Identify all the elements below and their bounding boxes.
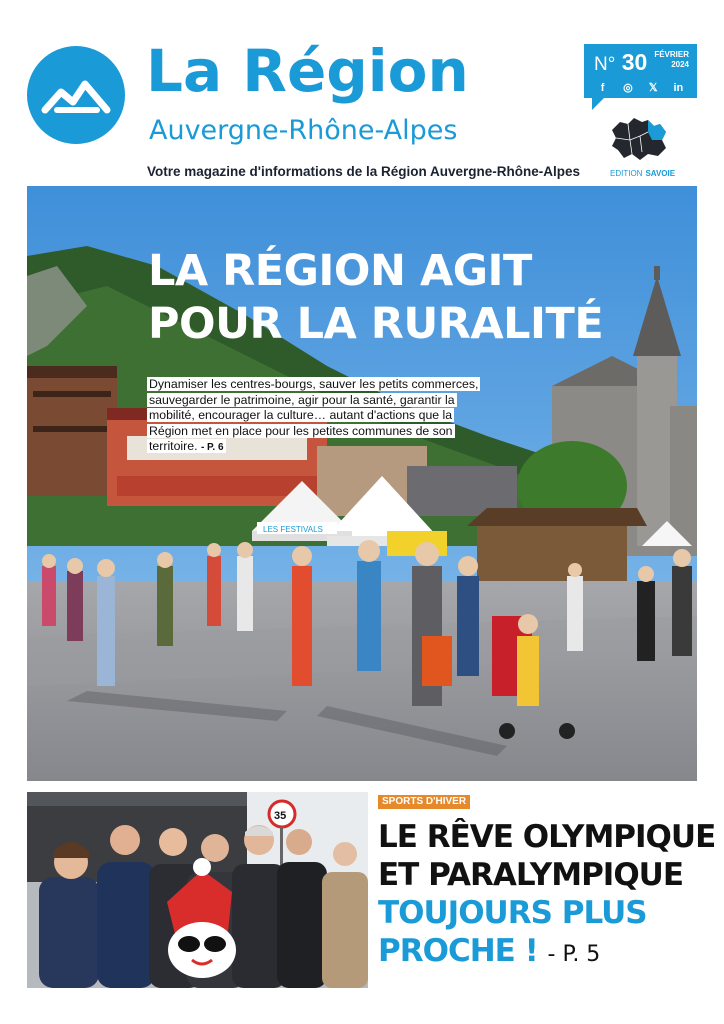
issue-date (654, 50, 689, 70)
savoie-map-icon (608, 112, 672, 164)
facebook-icon[interactable]: f (600, 82, 605, 94)
social-links (584, 80, 697, 96)
article-title-line4-text: PROCHE ! (378, 933, 538, 969)
issue-number-value: 30 (621, 49, 648, 75)
edition-label (610, 169, 675, 179)
region-logo (27, 46, 125, 144)
speed-sign-text: 35 (274, 810, 287, 822)
article-title[interactable] (378, 818, 715, 974)
linkedin-icon[interactable]: in (673, 82, 684, 94)
region-name: Auvergne-Rhône-Alpes (149, 115, 458, 146)
olympic-photo (27, 792, 368, 988)
article-page-ref[interactable]: - P. 5 (547, 942, 601, 967)
issue-number (594, 47, 647, 80)
cover-lead-text: Dynamiser les centres-bourgs, sauver les petits commerces, sauvegarder le patrimoine, agir pour la santé, garantir la mobilité, encourager la culture… autant d'actions que la Région met en place pour les petites communes de son territoire. (149, 377, 479, 453)
cover-lead (147, 377, 487, 456)
festivals-banner-text: LES FESTIVALS (263, 525, 323, 534)
x-twitter-icon[interactable]: 𝕏 (648, 82, 658, 94)
issue-box-tail (592, 98, 604, 110)
edition-name: SAVOIE (645, 169, 676, 178)
issue-month: FÉVRIER (654, 50, 689, 59)
article-title-line2: ET PARALYMPIQUE (378, 857, 684, 893)
mountain-logo-icon (27, 46, 125, 144)
issue-number-prefix: N° (594, 54, 616, 75)
instagram-icon[interactable]: ◎ (623, 82, 633, 94)
edition-prefix: EDITION (610, 169, 643, 178)
section-badge: SPORTS D'HIVER (378, 795, 470, 809)
magazine-tagline: Votre magazine d'informations de la Région Auvergne-Rhône-Alpes (147, 164, 581, 179)
article-title-line1: LE RÊVE OLYMPIQUE (378, 819, 716, 855)
article-title-line3: TOUJOURS PLUS (378, 895, 647, 931)
article-title-line4 (378, 932, 715, 974)
cover-headline (148, 245, 603, 351)
cover-headline-line2: POUR LA RURALITÉ (148, 299, 604, 349)
cover-headline-line1: LA RÉGION AGIT (148, 246, 532, 296)
issue-box (584, 44, 697, 98)
issue-year: 2024 (671, 60, 689, 69)
officials-group-illustration (27, 792, 368, 988)
magazine-title: La Région (146, 37, 469, 105)
cover-page-ref[interactable]: - P. 6 (200, 442, 224, 453)
